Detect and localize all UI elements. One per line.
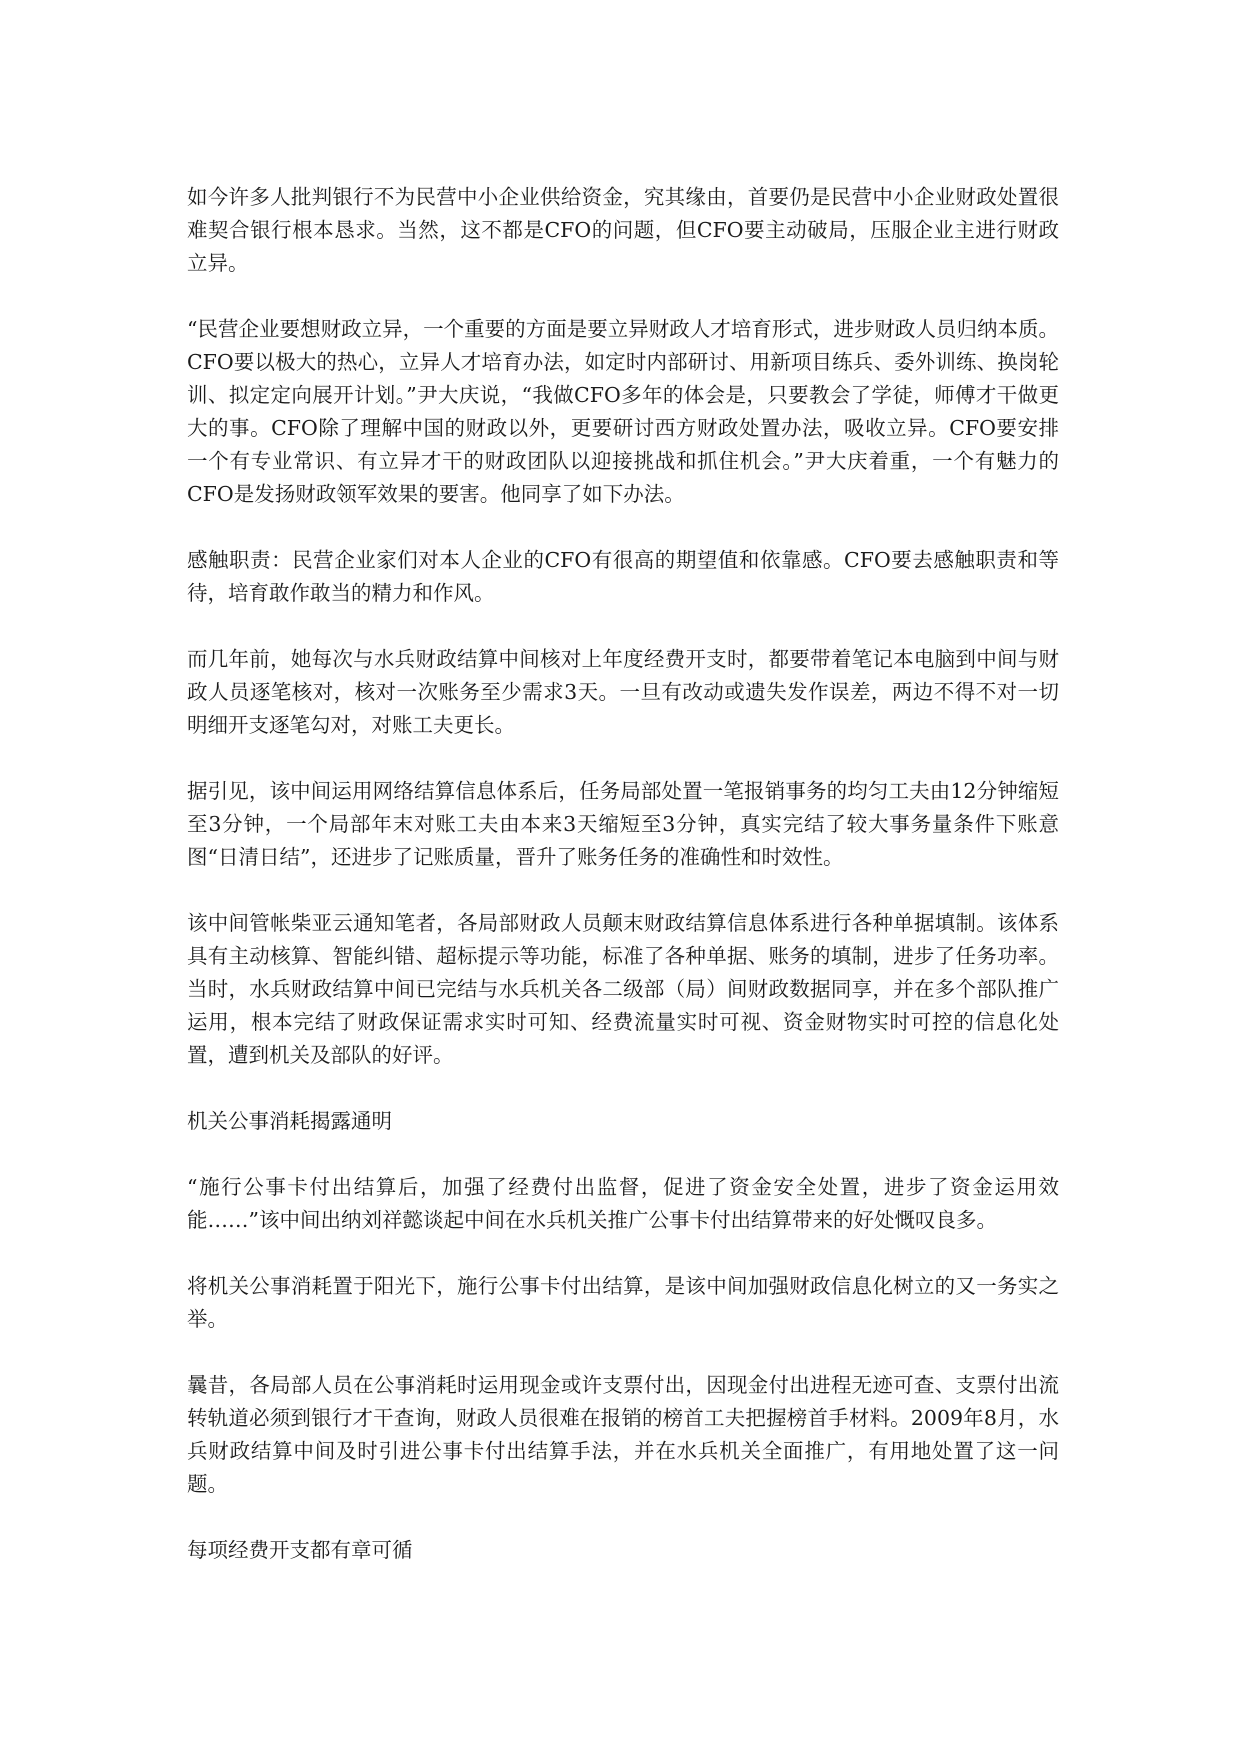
paragraph-1: 如今许多人批判银行不为民营中小企业供给资金，究其缘由，首要仍是民营中小企业财政处置很难契合银行根本恳求。当然，这不都是CFO的问题，但CFO要主动破局，压服企业主进行财政立异。 xyxy=(187,185,1059,275)
document-body xyxy=(187,181,1059,1600)
section-heading-1: 机关公事消耗揭露通明 xyxy=(187,1109,392,1133)
section-heading-2: 每项经费开支都有章可循 xyxy=(187,1538,413,1562)
paragraph-7: “施行公事卡付出结算后，加强了经费付出监督，促进了资金安全处置，进步了资金运用效能……”该中间出纳刘祥懿谈起中间在水兵机关推广公事卡付出结算带来的好处慨叹良多。 xyxy=(187,1175,1059,1232)
paragraph-6: 该中间管帐柴亚云通知笔者，各局部财政人员颠末财政结算信息体系进行各种单据填制。该体系具有主动核算、智能纠错、超标提示等功能，标准了各种单据、账务的填制，进步了任务功率。当时，水兵财政结算中间已完结与水兵机关各二级部（局）间财政数据同享，并在多个部队推广运用，根本完结了财政保证需求实时可知、经费流量实时可视、资金财物实时可控的信息化处置，遭到机关及部队的好评。 xyxy=(187,911,1059,1067)
paragraph-5: 据引见，该中间运用网络结算信息体系后，任务局部处置一笔报销事务的均匀工夫由12分钟缩短至3分钟，一个局部年末对账工夫由本来3天缩短至3分钟，真实完结了较大事务量条件下账意图“日清日结”，还进步了记账质量，晋升了账务任务的准确性和时效性。 xyxy=(187,779,1059,869)
paragraph-2: “民营企业要想财政立异，一个重要的方面是要立异财政人才培育形式，进步财政人员归纳本质。CFO要以极大的热心，立异人才培育办法，如定时内部研讨、用新项目练兵、委外训练、换岗轮训、拟定定向展开计划。”尹大庆说，“我做CFO多年的体会是，只要教会了学徒，师傅才干做更大的事。CFO除了理解中国的财政以外，更要研讨西方财政处置办法，吸收立异。CFO要安排一个有专业常识、有立异才干的财政团队以迎接挑战和抓住机会。”尹大庆着重，一个有魅力的CFO是发扬财政领军效果的要害。他同享了如下办法。 xyxy=(187,317,1059,506)
paragraph-8: 将机关公事消耗置于阳光下，施行公事卡付出结算，是该中间加强财政信息化树立的又一务实之举。 xyxy=(187,1274,1059,1331)
paragraph-9: 曩昔，各局部人员在公事消耗时运用现金或许支票付出，因现金付出进程无迹可查、支票付出流转轨道必须到银行才干查询，财政人员很难在报销的榜首工夫把握榜首手材料。2009年8月，水兵财政结算中间及时引进公事卡付出结算手法，并在水兵机关全面推广，有用地处置了这一问题。 xyxy=(187,1373,1059,1496)
paragraph-3: 感触职责：民营企业家们对本人企业的CFO有很高的期望值和依靠感。CFO要去感触职责和等待，培育敢作敢当的精力和作风。 xyxy=(187,548,1059,605)
paragraph-4: 而几年前，她每次与水兵财政结算中间核对上年度经费开支时，都要带着笔记本电脑到中间与财政人员逐笔核对，核对一次账务至少需求3天。一旦有改动或遗失发作误差，两边不得不对一切明细开支逐笔勾对，对账工夫更长。 xyxy=(187,647,1059,737)
